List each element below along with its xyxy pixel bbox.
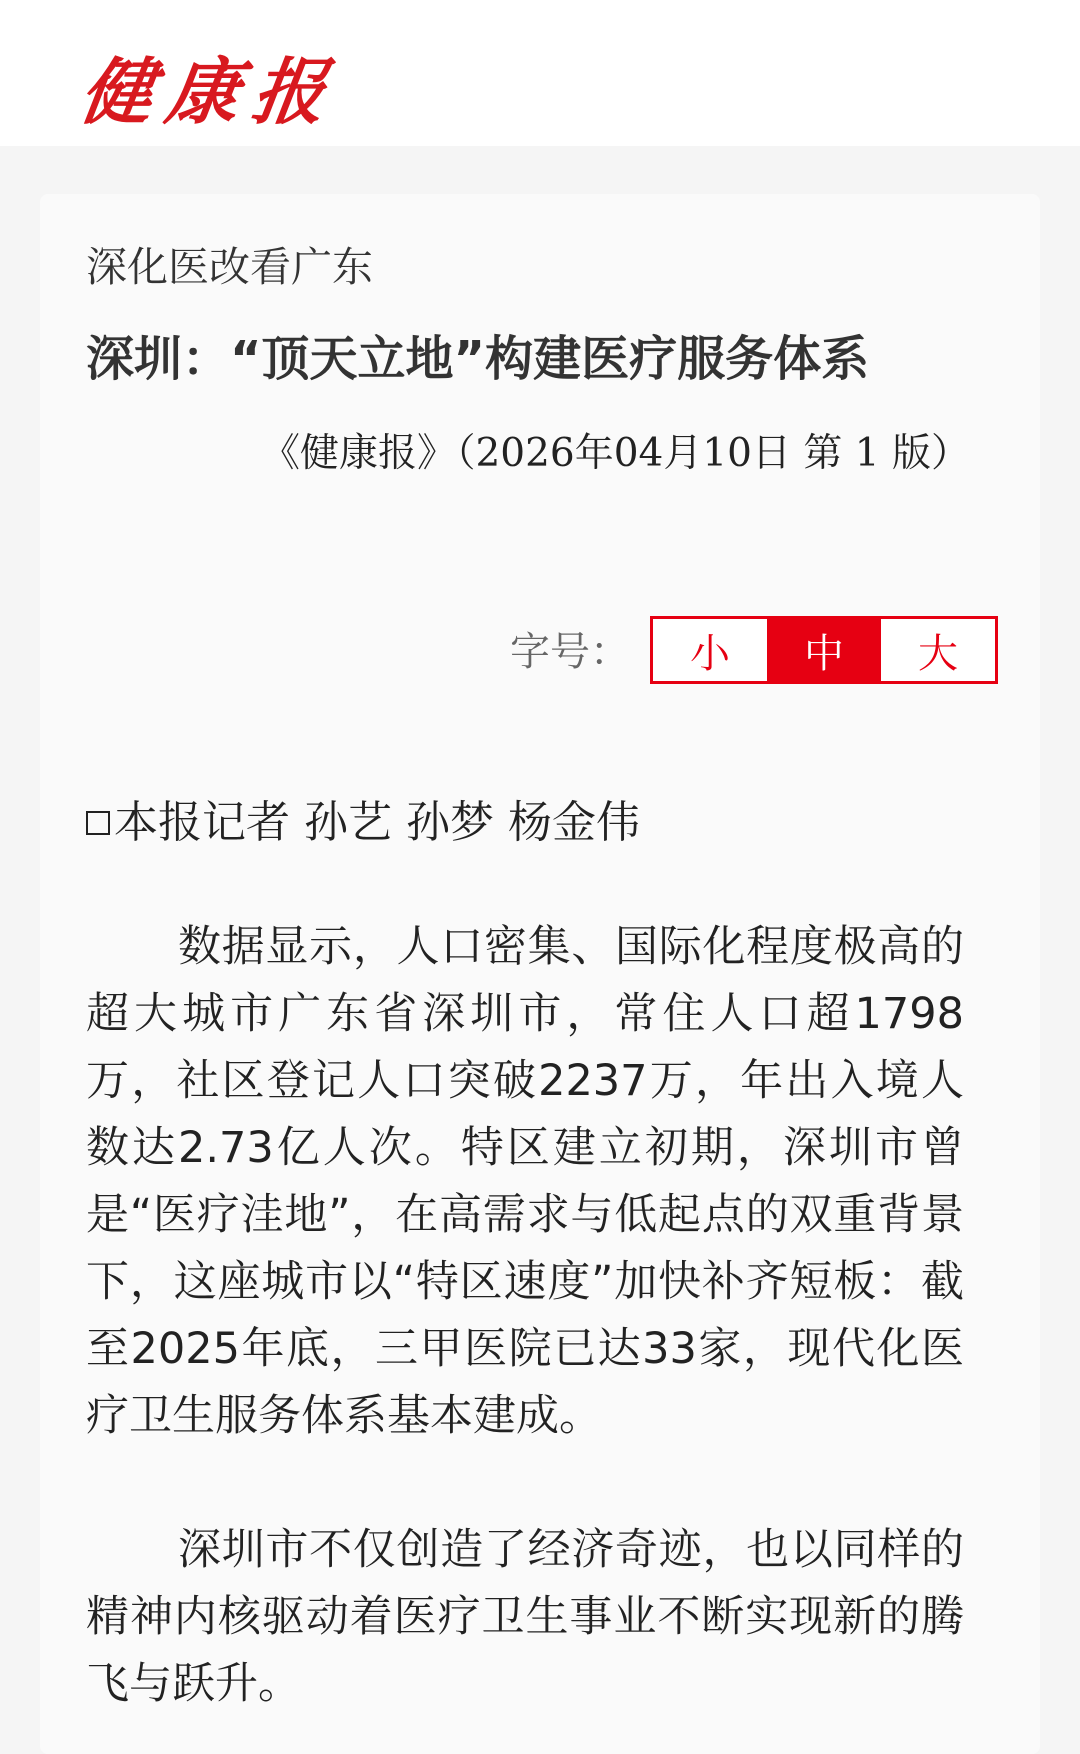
font-size-small-button[interactable]: 小 [690,630,730,677]
square-bullet-icon [86,811,110,835]
font-size-large-button[interactable]: 大 [918,630,958,677]
article-paragraph: 深圳市不仅创造了经济奇迹，也以同样的精神内核驱动着医疗卫生事业不断实现新的腾飞与跃升。 [86,1525,964,1709]
byline-text: 本报记者 孙艺 孙梦 杨金伟 [114,797,640,848]
masthead [0,0,1080,146]
font-size-switch [650,616,998,684]
article-headline: 深圳：“顶天立地”构建医疗服务体系 [86,331,870,387]
column-title: 深化医改看广东 [86,243,373,291]
newspaper-logo[interactable]: 健康报 [75,49,346,134]
font-size-label: 字号： [510,629,630,675]
font-size-medium-button[interactable]: 中 [767,619,881,681]
article-paragraph: 数据显示，人口密集、国际化程度极高的超大城市广东省深圳市，常住人口超1798万，社区登记人口突破2237万，年出入境人数达2.73亿人次。特区建立初期，深圳市曾是“医疗洼地”，在高需求与低起点的双重背景下，这座城市以“特区速度”加快补齐短板：截至2025年底，三甲医院已达33家，现代化医疗卫生服务体系基本建成。 [86,922,964,1441]
article-source: 《健康报》（2026年04月10日 第 1 版） [260,431,970,476]
byline [86,786,640,850]
